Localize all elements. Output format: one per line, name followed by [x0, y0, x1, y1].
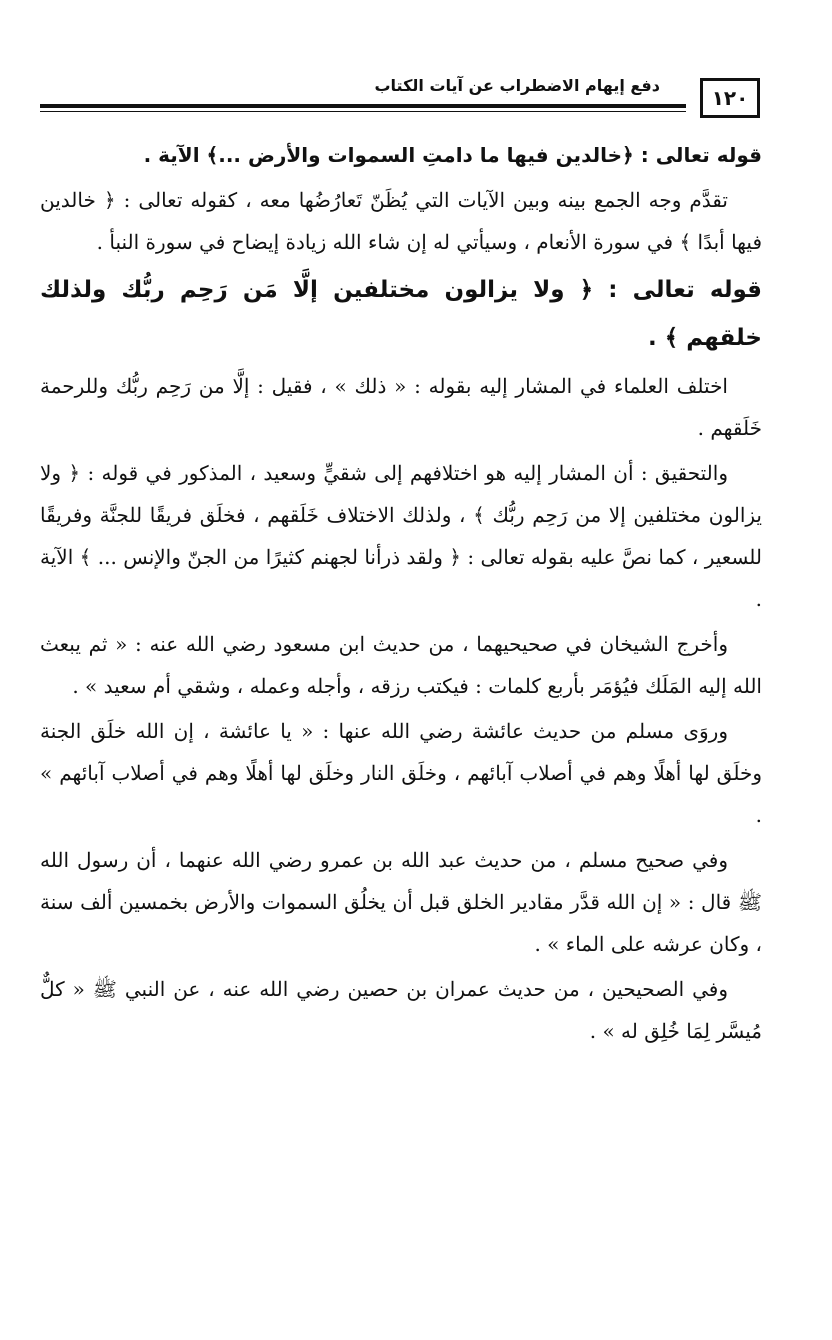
verse-heading: قوله تعالى : ﴿خالدين فيها ما دامتِ السموات والأرض ...﴾ الآية . [143, 143, 762, 167]
paragraph: وفي الصحيحين ، من حديث عمران بن حصين رضي الله عنه ، عن النبي ﷺ « كلٌّ مُيسَّر لِمَا خُلِق له » . [40, 977, 762, 1043]
paragraph: وفي صحيح مسلم ، من حديث عبد الله بن عمرو رضي الله عنهما ، أن رسول الله ﷺ قال : « إن الله قدَّر مقادير الخلق قبل أن يخلُق السموات والأرض بخمسين ألف سنة ، وكان عرشه على الماء » . [40, 848, 762, 956]
header-rule-thick [40, 104, 686, 108]
page-header [40, 72, 760, 124]
paragraph: والتحقيق : أن المشار إليه هو اختلافهم إلى شقيٍّ وسعيد ، المذكور في قوله : ﴿ ولا يزالون مختلفين إلا من رَحِم ربُّك ﴾ ، ولذلك الاختلاف خَلَقهم ، فخلَق فريقًا للجنَّة وفريقًا للسعير ، كما نصَّ عليه بقوله تعالى : ﴿ ولقد ذرأنا لجهنم كثيرًا من الجنّ والإنس ... ﴾ الآية . [40, 461, 762, 611]
paragraph: اختلف العلماء في المشار إليه بقوله : « ذلك » ، فقيل : إلَّا من رَحِم ربُّك وللرحمة خَلَقهم . [40, 374, 762, 440]
page-body [40, 134, 762, 1055]
paragraph: وروَى مسلم من حديث عائشة رضي الله عنها : « يا عائشة ، إن الله خلَق الجنة وخلَق لها أهلًا وهم في أصلاب آبائهم ، وخلَق النار وخلَق لها أهلًا وهم في أصلاب آبائهم » . [40, 719, 762, 827]
verse-heading: قوله تعالى : ﴿ ولا يزالون مختلفين إلَّا مَن رَحِم ربُّك ولذلك خلقهم ﴾ . [40, 277, 762, 351]
header-rule-thin [40, 111, 686, 112]
paragraph: تقدَّم وجه الجمع بينه وبين الآيات التي يُظَنّ تَعارُضُها معه ، كقوله تعالى : ﴿ خالدين فيها أبدًا ﴾ في سورة الأنعام ، وسيأتي له إن شاء الله زيادة إيضاح في سورة النبأ . [40, 188, 762, 254]
running-title: دفع إيهام الاضطراب عن آيات الكتاب [374, 76, 660, 95]
paragraph: وأخرج الشيخان في صحيحيهما ، من حديث ابن مسعود رضي الله عنه : « ثم يبعث الله إليه المَلَك فيُؤمَر بأربع كلمات : فيكتب رزقه ، وأجله وعمله ، وشقي أم سعيد » . [40, 632, 762, 698]
page-number: ١٢٠ [700, 78, 760, 118]
